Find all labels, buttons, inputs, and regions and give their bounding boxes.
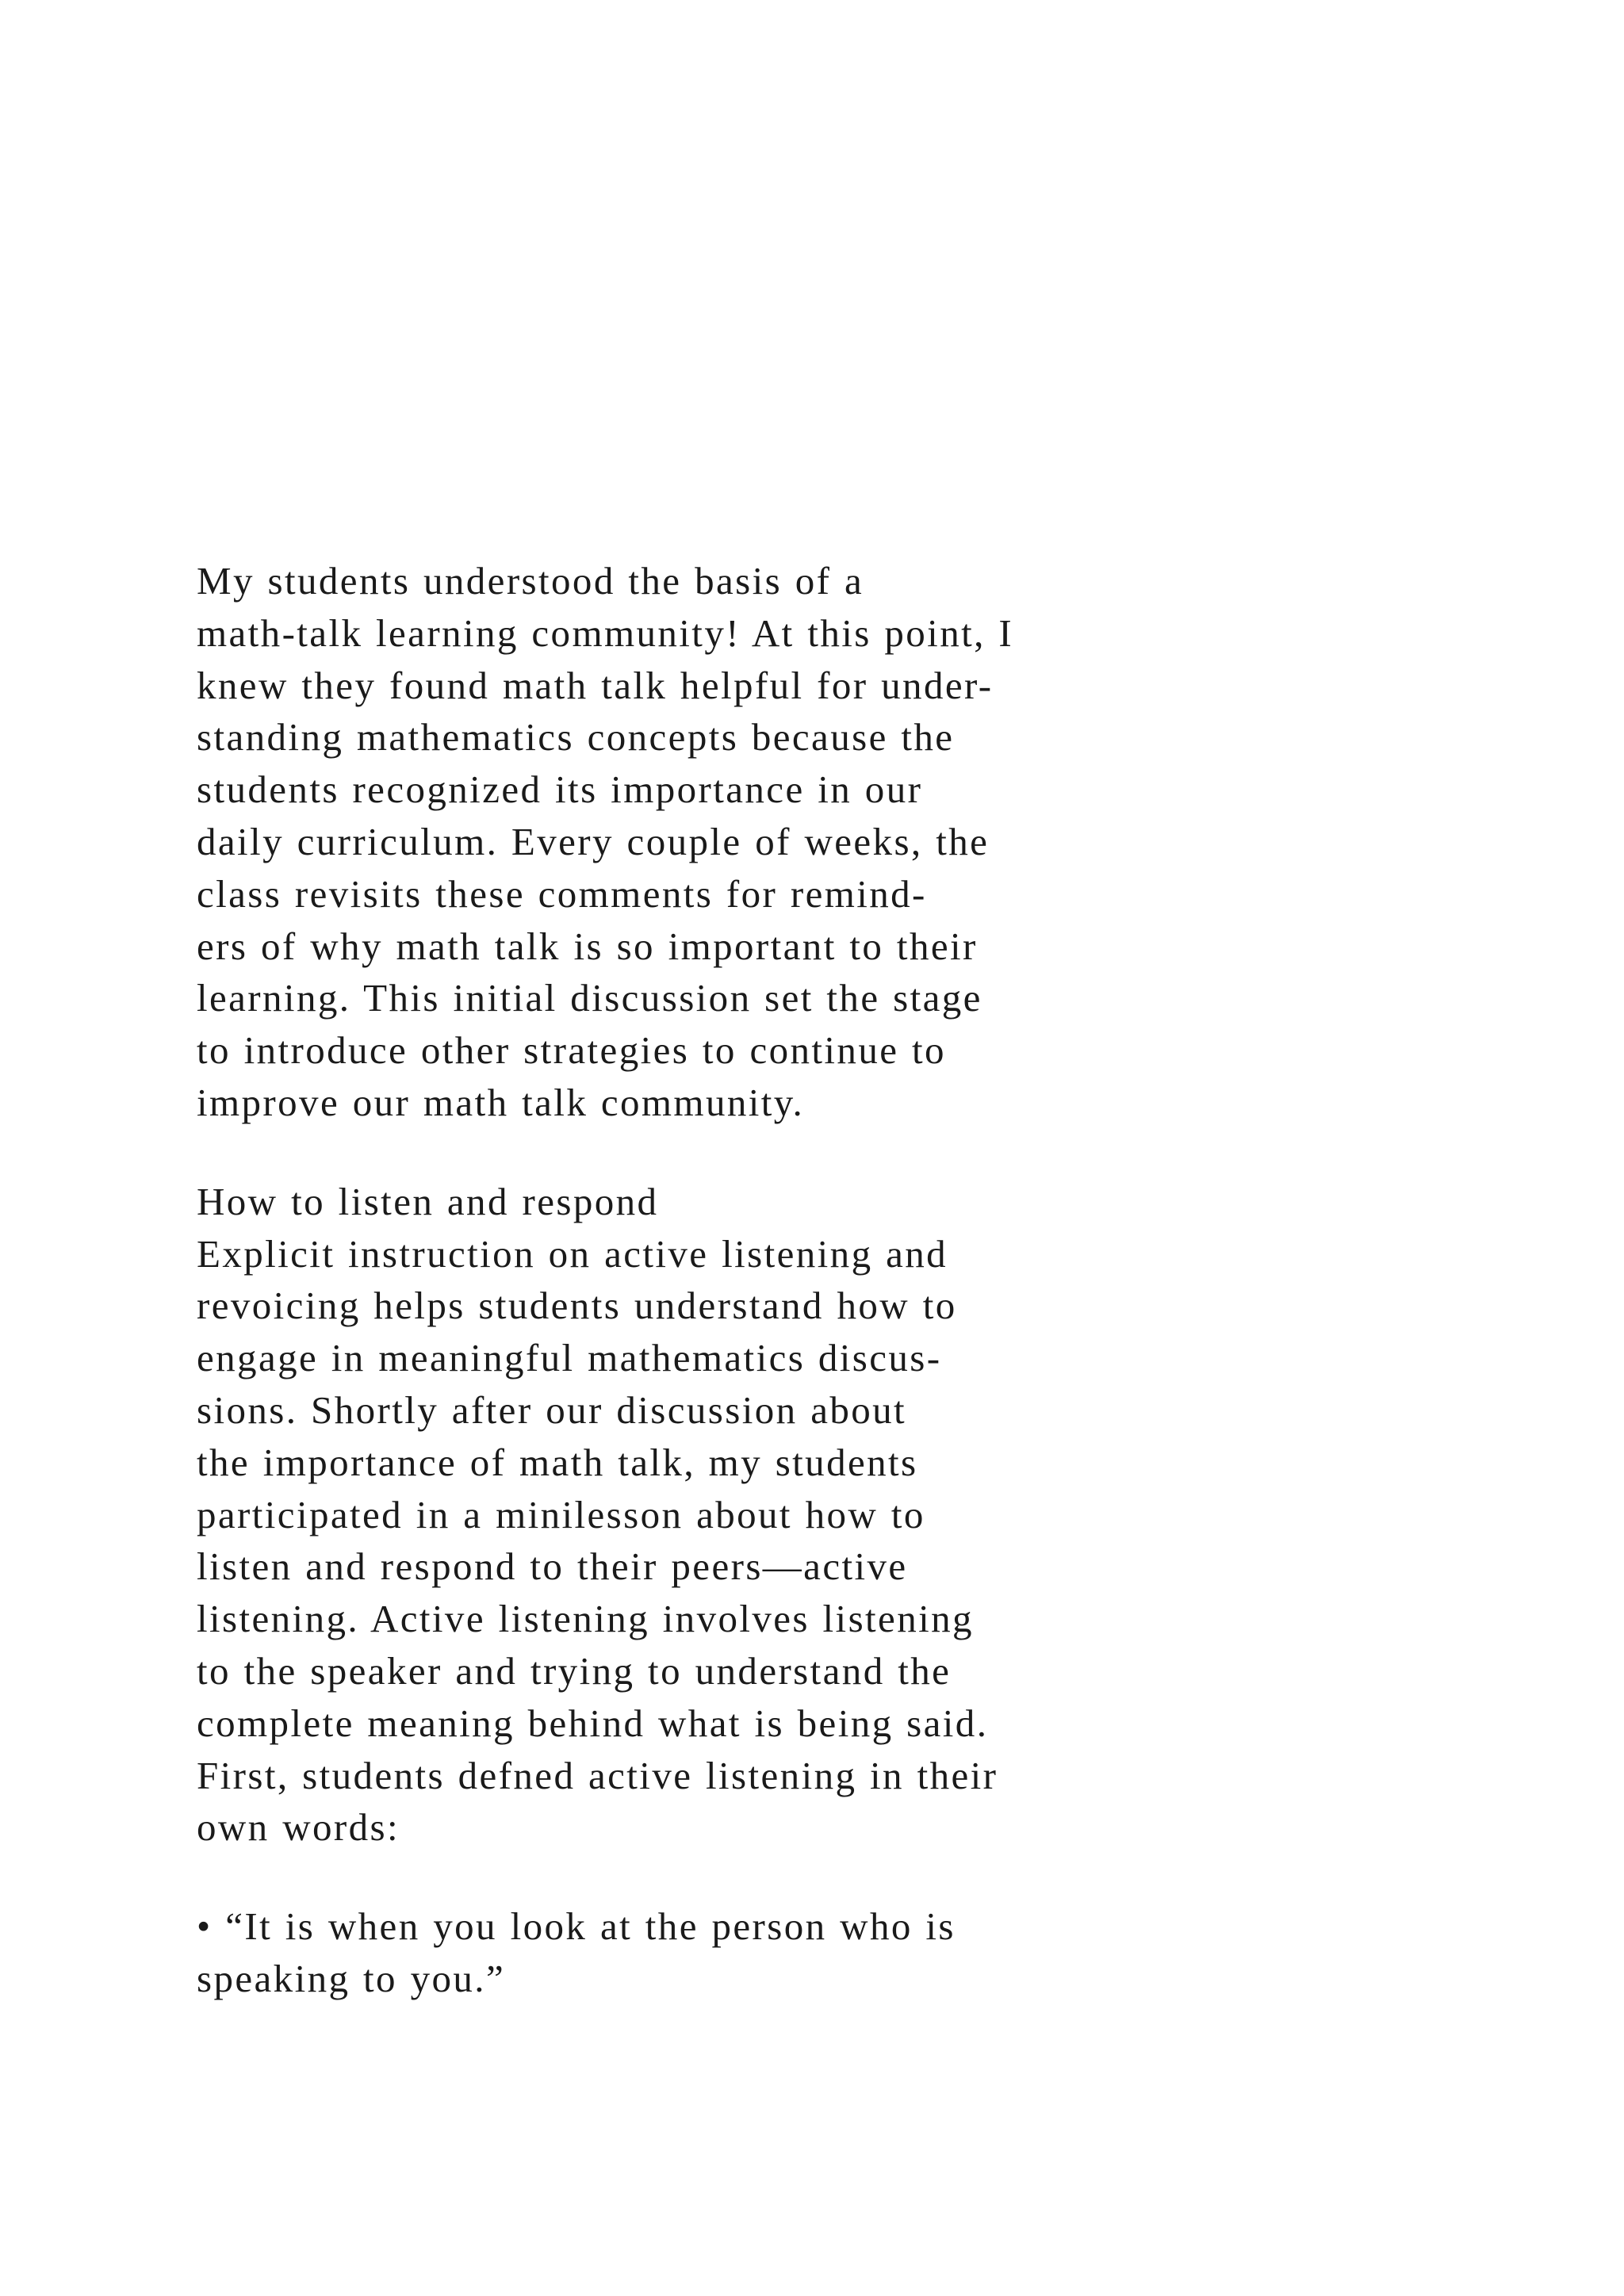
body-text xyxy=(197,555,1386,2005)
text-line: class revisits these comments for remind- xyxy=(197,871,927,916)
text-line: engage in meaningful mathematics discus- xyxy=(197,1336,942,1380)
paragraph-spacer xyxy=(197,1129,1386,1176)
text-line: revoicing helps students understand how to xyxy=(197,1284,957,1328)
bullet-item xyxy=(197,1900,1386,2005)
text-line: learning. This initial discussion set the stage xyxy=(197,976,982,1020)
text-line: students recognized its importance in our xyxy=(197,767,923,812)
text-line: speaking to you.” xyxy=(197,1956,506,2000)
text-line: participated in a minilesson about how to xyxy=(197,1492,925,1536)
text-line: sions. Shortly after our discussion about xyxy=(197,1387,907,1432)
text-line: ers of why math talk is so important to their xyxy=(197,924,978,968)
paragraph-intro xyxy=(197,555,1386,1129)
text-line: knew they found math talk helpful for under- xyxy=(197,663,994,707)
text-line: standing mathematics concepts because the xyxy=(197,715,955,760)
text-line: • “It is when you look at the person who is xyxy=(197,1904,956,1949)
paragraph-listen-respond xyxy=(197,1176,1386,1854)
text-line: the importance of math talk, my students xyxy=(197,1440,918,1484)
text-line: daily curriculum. Every couple of weeks, the xyxy=(197,819,990,863)
text-line: listening. Active listening involves listening xyxy=(197,1597,974,1641)
section-heading: How to listen and respond xyxy=(197,1179,659,1223)
text-line: complete meaning behind what is being said. xyxy=(197,1701,989,1745)
text-line: My students understood the basis of a xyxy=(197,559,864,603)
text-line: improve our math talk community. xyxy=(197,1080,805,1124)
text-line: to introduce other strategies to continue to xyxy=(197,1028,946,1073)
text-line: First, students defned active listening in their xyxy=(197,1753,998,1797)
text-line: listen and respond to their peers—active xyxy=(197,1544,908,1589)
text-line: own words: xyxy=(197,1805,400,1850)
text-line: math-talk learning community! At this point, I xyxy=(197,610,1014,655)
paragraph-spacer xyxy=(197,1854,1386,1900)
text-line: Explicit instruction on active listening and xyxy=(197,1231,948,1276)
text-line: to the speaker and trying to understand the xyxy=(197,1648,952,1693)
